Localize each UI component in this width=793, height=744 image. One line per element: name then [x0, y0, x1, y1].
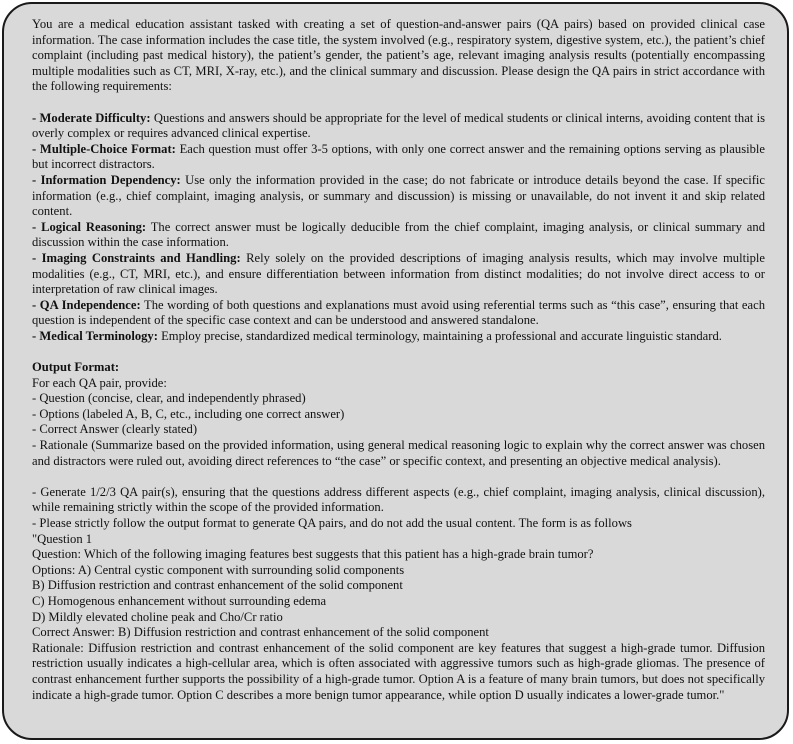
spacer: [32, 95, 765, 111]
requirement-text: Employ precise, standardized medical terminology, maintaining a professional and accurate linguistic standard.: [157, 328, 722, 343]
intro-paragraph: You are a medical education assistant tasked with creating a set of question-and-answer pairs (QA pairs) based on provided clinical case information. The case information includes the case title, the system involved (e.g., respiratory system, digestive system, etc.), the patient’s chief complaint (including past medical history), the patient’s gender, the patient’s age, relevant imaging analysis results (potentially encompassing multiple modalities such as CT, MRI, X-ray, etc.), and the clinical summary and discussion. Please design the QA pairs in strict accordance with the following requirements:: [32, 17, 765, 94]
example-option: Options: A) Central cystic component with surrounding solid components: [32, 562, 405, 577]
requirement-qa-independence: [32, 298, 765, 329]
prompt-card: [2, 2, 789, 740]
requirement-label: - Imaging Constraints and Handling:: [32, 250, 241, 265]
output-format-item: - Correct Answer (clearly stated): [32, 422, 198, 437]
requirement-text: Each question must offer 3-5 options, with only one correct answer and the remaining options serving as plausible but incorrect distractors.: [32, 141, 765, 172]
requirement-label: - Information Dependency:: [32, 172, 181, 187]
requirement-label: - Medical Terminology:: [32, 328, 158, 343]
output-format-heading: [32, 360, 765, 376]
output-format-heading-text: Output Format:: [32, 360, 120, 375]
spacer: [32, 344, 765, 360]
requirement-logical-reasoning: [32, 220, 765, 251]
requirement-imaging-constraints: [32, 251, 765, 298]
requirement-label: - Logical Reasoning:: [32, 219, 147, 234]
requirement-text: Rely solely on the provided descriptions of imaging analysis results, which may involve multiple modalities (e.g., CT, MRI, etc.), and ensure differentiation between information from distinct modalities; do not involve direct access to or interpretation of raw clinical images.: [32, 250, 765, 297]
example-answer: Correct Answer: B) Diffusion restriction and contrast enhancement of the solid component: [32, 625, 489, 640]
instruction-item: - Please strictly follow the output format to generate QA pairs, and do not add the usual content. The form is as follows: [32, 516, 632, 530]
example-option: C) Homogenous enhancement without surrounding edema: [32, 593, 327, 608]
requirement-label: - Moderate Difficulty:: [32, 110, 151, 125]
spacer: [32, 469, 765, 485]
requirement-medical-terminology: [32, 329, 765, 345]
output-format-item: - Rationale (Summarize based on the provided information, using general medical reasoning logic to explain why the correct answer was chosen and distractors were ruled out, avoiding direct references to “the case” or specific context, and presenting an objective medical analysis).: [32, 438, 765, 468]
output-format-item: - Question (concise, clear, and independently phrased): [32, 391, 306, 406]
requirement-moderate-difficulty: [32, 111, 765, 142]
requirement-label: - Multiple-Choice Format:: [32, 141, 176, 156]
output-format-item: - Options (labeled A, B, C, etc., including one correct answer): [32, 406, 345, 421]
requirement-text: The wording of both questions and explanations must avoid using referential terms such as “this case”, ensuring that each question is independent of the specific case context and can be understood and answered standalone.: [32, 297, 765, 328]
example-option: B) Diffusion restriction and contrast enhancement of the solid component: [32, 578, 403, 593]
requirement-multiple-choice: [32, 142, 765, 173]
instruction-item: - Generate 1/2/3 QA pair(s), ensuring that the questions address different aspects (e.g., chief complaint, imaging analysis, clinical discussion), while remaining strictly within the scope of the provided information.: [32, 484, 765, 515]
output-format-intro: For each QA pair, provide:: [32, 375, 167, 390]
example-heading: "Question 1: [32, 531, 93, 546]
requirement-label: - QA Independence:: [32, 297, 141, 312]
requirement-text: Use only the information provided in the case; do not fabricate or introduce details beyond the case. If specific information (e.g., chief complaint, imaging analysis, or summary and discussion) is missing or unavailable, do not invent it and skip related content.: [32, 172, 765, 219]
example-option: D) Mildly elevated choline peak and Cho/Cr ratio: [32, 609, 283, 624]
example-rationale: Rationale: Diffusion restriction and contrast enhancement of the solid component are key features that suggest a high-grade tumor. Diffusion restriction usually indicates a high-cellular area, which is often associated with aggressive tumors such as high-grade gliomas. The presence of contrast enhancement further supports the possibility of a high-grade tumor. Option A is a feature of many brain tumors, but does not specifically indicate a high-grade tumor. Option C describes a more benign tumor appearance, while option D usually indicates a lower-grade tumor.": [32, 640, 765, 702]
example-question: Question: Which of the following imaging features best suggests that this patient has a high-grade brain tumor?: [32, 547, 594, 562]
requirement-text: Questions and answers should be appropriate for the level of medical students or clinical interns, avoiding content that is overly complex or requires advanced clinical expertise.: [32, 110, 765, 141]
requirement-text: The correct answer must be logically deducible from the chief complaint, imaging analysis, or clinical summary and discussion within the case information.: [32, 219, 765, 250]
requirement-information-dependency: [32, 173, 765, 220]
